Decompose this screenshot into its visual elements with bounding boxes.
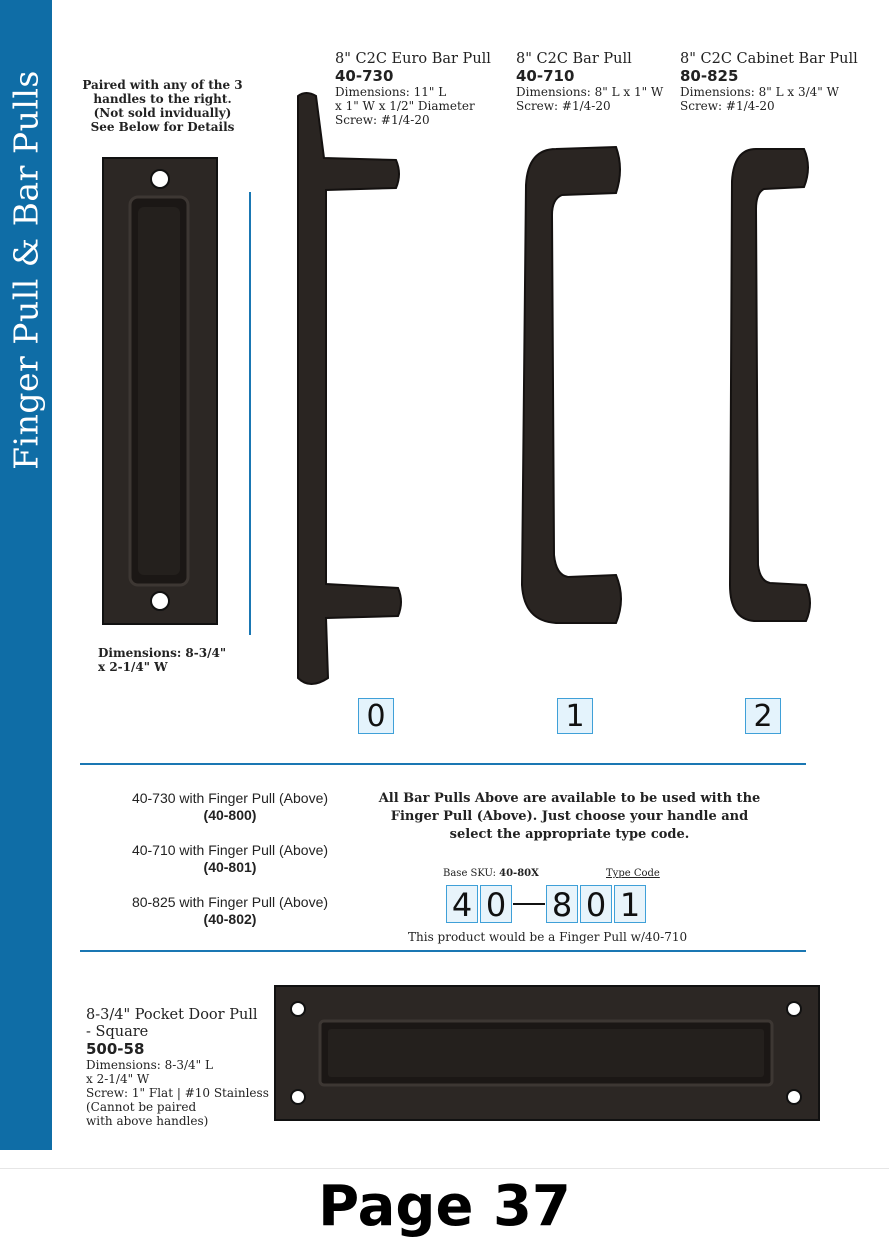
- info-line: All Bar Pulls Above are available to be used with the: [378, 791, 761, 806]
- combo-info: [362, 790, 777, 844]
- note-line: (Not sold invidually): [93, 106, 232, 120]
- base-sku: [443, 868, 539, 879]
- product-title: 8" C2C Euro Bar Pull: [335, 51, 491, 67]
- sidebar-title: Finger Pull & Bar Pulls: [6, 70, 46, 470]
- product-cabinet-bar-pull: [680, 51, 858, 113]
- base-sku-label: Base SKU:: [443, 868, 500, 879]
- product-dimensions: Dimensions: 11" L: [335, 85, 447, 99]
- combo-sku: (40-802): [203, 911, 257, 927]
- pocket-sku: 500-58: [86, 1040, 145, 1058]
- info-line: Finger Pull (Above). Just choose your handle and: [390, 809, 749, 824]
- product-dimensions: Dimensions: 8" L x 3/4" W: [680, 85, 839, 99]
- sku-digit-box: 0: [480, 885, 512, 923]
- combo-label: 40-730 with Finger Pull (Above): [131, 790, 329, 806]
- product-sku: 40-730: [335, 67, 394, 85]
- section-divider: [80, 950, 806, 952]
- type-code-box: 1: [557, 698, 593, 734]
- product-sku: 40-710: [516, 67, 575, 85]
- combo-list: [100, 790, 360, 928]
- sku-digit-box: 8: [546, 885, 578, 923]
- note-line: handles to the right.: [93, 92, 232, 106]
- section-divider: [80, 763, 806, 765]
- sku-digit-box: 1: [614, 885, 646, 923]
- dim-line: Dimensions: 8-3/4": [98, 646, 227, 660]
- dim-line: x 2-1/4" W: [98, 660, 168, 674]
- note-line: Paired with any of the 3: [82, 78, 243, 92]
- product-screw: Screw: #1/4-20: [680, 99, 775, 113]
- sidebar: [0, 0, 52, 1150]
- finger-pull-dimensions: [98, 646, 226, 674]
- type-code-label: Type Code: [606, 868, 660, 879]
- product-dimensions: Dimensions: 8" L x 1" W: [516, 85, 664, 99]
- type-code-box: 0: [358, 698, 394, 734]
- product-sku: 80-825: [680, 67, 739, 85]
- base-sku-value: 40-80X: [499, 868, 539, 879]
- info-line: select the appropriate type code.: [449, 827, 690, 842]
- product-dimensions: x 1" W x 1/2" Diameter: [335, 99, 475, 113]
- type-code-box: 2: [745, 698, 781, 734]
- pocket-door-pull-image: [274, 985, 820, 1121]
- pocket-note: (Cannot be paired: [86, 1100, 197, 1114]
- pocket-pull-info: [86, 1007, 269, 1128]
- finger-pull-note: [80, 78, 245, 134]
- page-number: Page 37: [318, 1174, 571, 1239]
- sku-digit-box: 0: [580, 885, 612, 923]
- combo-sku: (40-801): [203, 859, 257, 875]
- pocket-title: 8-3/4" Pocket Door Pull: [86, 1007, 258, 1023]
- combo-sku: (40-800): [203, 807, 257, 823]
- pocket-note: with above handles): [86, 1114, 209, 1128]
- product-screw: Screw: #1/4-20: [516, 99, 611, 113]
- product-title: 8" C2C Cabinet Bar Pull: [680, 51, 858, 67]
- sku-digit-box: 4: [446, 885, 478, 923]
- combo-label: 80-825 with Finger Pull (Above): [131, 894, 329, 910]
- pocket-title: - Square: [86, 1024, 149, 1040]
- product-title: 8" C2C Bar Pull: [516, 51, 632, 67]
- pocket-dimensions: Dimensions: 8-3/4" L: [86, 1058, 213, 1072]
- pocket-dimensions: x 2-1/4" W: [86, 1072, 150, 1086]
- bar-pull-image: [516, 145, 626, 627]
- product-screw: Screw: #1/4-20: [335, 113, 430, 127]
- cabinet-bar-pull-image: [724, 145, 814, 625]
- note-line: See Below for Details: [90, 120, 235, 134]
- euro-bar-pull-image: [290, 90, 408, 690]
- sku-dash: [513, 903, 545, 905]
- finger-pull-image: [102, 157, 218, 625]
- pocket-screw: Screw: 1" Flat | #10 Stainless: [86, 1086, 269, 1100]
- example-caption: This product would be a Finger Pull w/40-710: [408, 930, 688, 944]
- product-bar-pull: [516, 51, 663, 113]
- vertical-divider: [249, 192, 251, 635]
- combo-label: 40-710 with Finger Pull (Above): [131, 842, 329, 858]
